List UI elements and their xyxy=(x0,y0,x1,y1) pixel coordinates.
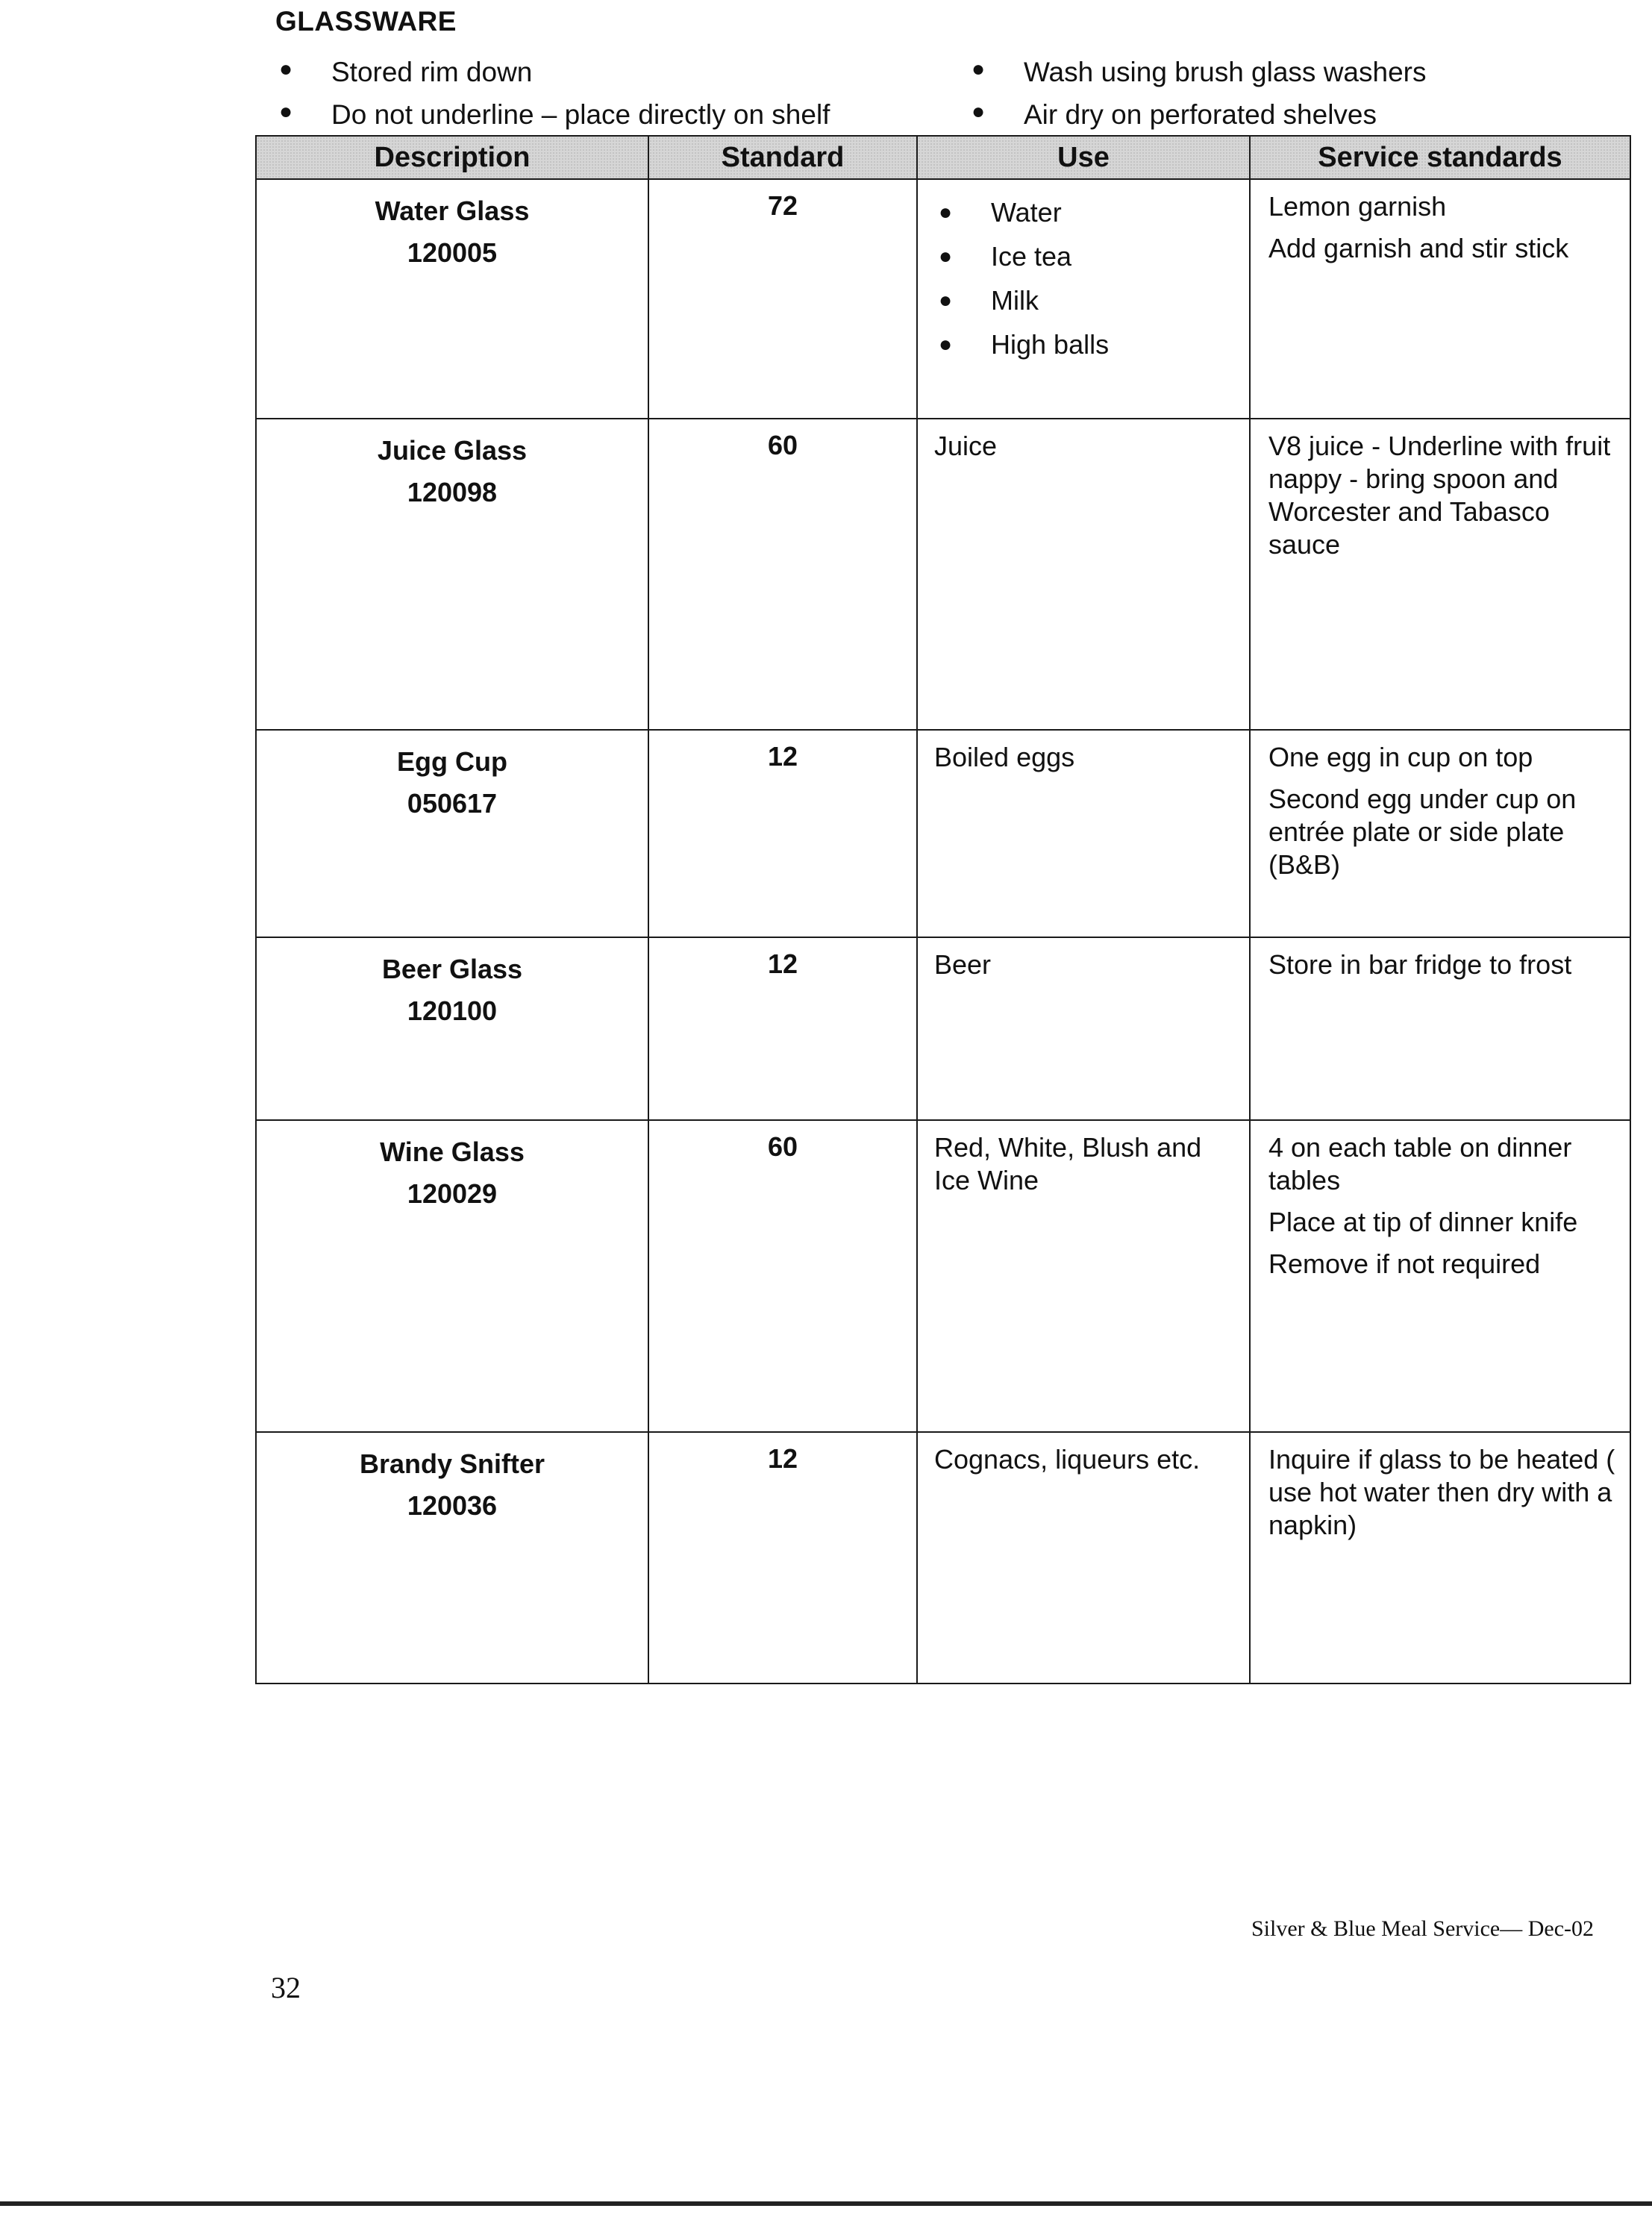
service-cell xyxy=(1250,179,1630,419)
use-cell xyxy=(917,179,1250,419)
bullet-icon: ● xyxy=(279,57,293,81)
use-cell: Beer xyxy=(917,937,1250,1120)
service-cell xyxy=(1250,1120,1630,1432)
rule-item xyxy=(963,57,1426,99)
item-name: Brandy Snifter xyxy=(359,1448,545,1479)
page-number: 32 xyxy=(271,1971,301,2004)
bullet-icon: ● xyxy=(939,288,953,313)
service-line: Store in bar fridge to frost xyxy=(1268,949,1572,980)
standard-cell: 72 xyxy=(648,179,917,419)
item-code: 050617 xyxy=(407,788,498,819)
item-name: Wine Glass xyxy=(380,1137,525,1167)
service-line: Add garnish and stir stick xyxy=(1268,233,1569,263)
item-code: 120029 xyxy=(407,1178,498,1209)
standard-cell: 60 xyxy=(648,1120,917,1432)
standard-cell: 12 xyxy=(648,937,917,1120)
standard-cell: 60 xyxy=(648,419,917,730)
footer-source: Silver & Blue Meal Service— Dec-02 xyxy=(1251,1916,1595,1941)
use-cell: Red, White, Blush and Ice Wine xyxy=(917,1120,1250,1432)
service-cell xyxy=(1250,730,1630,937)
use-cell: Boiled eggs xyxy=(917,730,1250,937)
description-cell xyxy=(256,1120,648,1432)
description-cell xyxy=(256,419,648,730)
use-cell: Juice xyxy=(917,419,1250,730)
bullet-icon: ● xyxy=(939,332,953,357)
table-header-row xyxy=(256,136,1630,179)
rule-text: Air dry on perforated shelves xyxy=(1024,99,1377,130)
use-text: Ice tea xyxy=(991,241,1072,272)
rule-text: Stored rim down xyxy=(331,57,533,87)
item-code: 120100 xyxy=(407,995,498,1026)
table-row xyxy=(256,1432,1630,1684)
header-use: Use xyxy=(917,136,1250,179)
standard-cell: 12 xyxy=(648,1432,917,1684)
item-name: Beer Glass xyxy=(381,954,523,984)
item-code: 120098 xyxy=(407,477,498,507)
service-line: V8 juice - Underline with fruit nappy - bring spoon and Worcester and Tabasco sauce xyxy=(1268,431,1611,560)
use-text: Milk xyxy=(991,285,1039,316)
service-cell xyxy=(1250,937,1630,1120)
service-line: One egg in cup on top xyxy=(1268,742,1533,772)
use-list-item xyxy=(934,278,1234,322)
table-row xyxy=(256,730,1630,937)
bullet-icon: ● xyxy=(279,99,293,124)
item-name: Water Glass xyxy=(375,196,530,226)
service-line: 4 on each table on dinner tables xyxy=(1268,1132,1572,1195)
use-list-item xyxy=(934,190,1234,234)
glassware-table xyxy=(255,135,1631,1684)
rules-left-list xyxy=(270,57,830,142)
standard-cell: 12 xyxy=(648,730,917,937)
rule-item xyxy=(270,57,830,99)
bottom-rule xyxy=(0,2201,1652,2206)
bullet-icon: ● xyxy=(972,57,986,81)
item-name: Egg Cup xyxy=(397,746,507,777)
table-row xyxy=(256,179,1630,419)
use-list-item xyxy=(934,234,1234,278)
service-line: Lemon garnish xyxy=(1268,191,1447,222)
use-text: Water xyxy=(991,197,1062,228)
use-cell: Cognacs, liqueurs etc. xyxy=(917,1432,1250,1684)
item-code: 120005 xyxy=(407,237,498,268)
service-line: Inquire if glass to be heated ( use hot water then dry with a napkin) xyxy=(1268,1444,1615,1540)
service-cell xyxy=(1250,419,1630,730)
rule-text: Do not underline – place directly on shelf xyxy=(331,99,830,130)
rule-text: Wash using brush glass washers xyxy=(1024,57,1427,87)
description-cell xyxy=(256,937,648,1120)
bullet-icon: ● xyxy=(939,200,953,225)
service-line: Remove if not required xyxy=(1268,1248,1541,1279)
service-cell xyxy=(1250,1432,1630,1684)
description-cell xyxy=(256,179,648,419)
bullet-icon: ● xyxy=(939,244,953,269)
description-cell xyxy=(256,730,648,937)
table-row xyxy=(256,937,1630,1120)
item-name: Juice Glass xyxy=(377,435,528,466)
header-standard: Standard xyxy=(648,136,917,179)
use-text: High balls xyxy=(991,329,1110,360)
page-title: GLASSWARE xyxy=(275,6,457,37)
header-description: Description xyxy=(256,136,648,179)
description-cell xyxy=(256,1432,648,1684)
table-row xyxy=(256,419,1630,730)
service-line: Place at tip of dinner knife xyxy=(1268,1207,1578,1237)
item-code: 120036 xyxy=(407,1490,498,1521)
use-list-item xyxy=(934,322,1234,366)
service-line: Second egg under cup on entrée plate or side plate (B&B) xyxy=(1268,784,1577,880)
table-row xyxy=(256,1120,1630,1432)
header-service-standards: Service standards xyxy=(1250,136,1630,179)
rules-right-list xyxy=(963,57,1426,142)
bullet-icon: ● xyxy=(972,99,986,124)
